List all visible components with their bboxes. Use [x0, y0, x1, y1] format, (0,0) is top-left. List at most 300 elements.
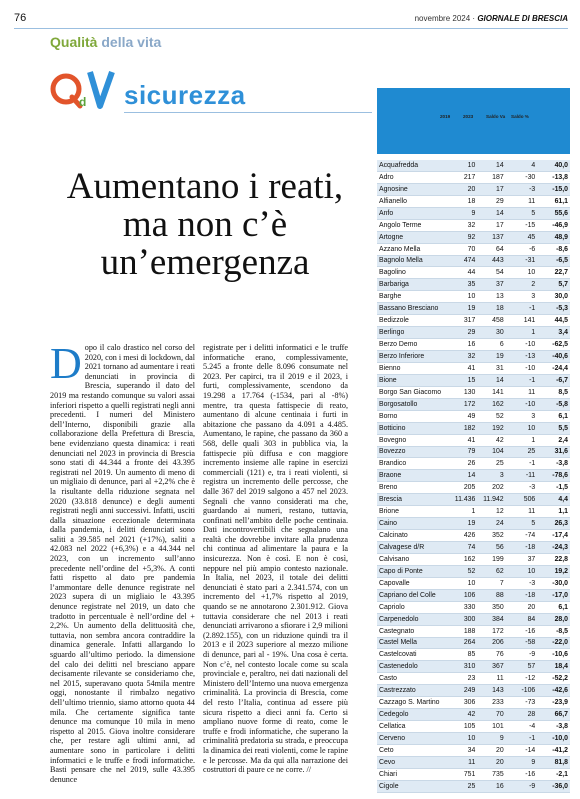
value-cell: 74 — [449, 542, 477, 554]
municipality-cell: Brandico — [377, 458, 449, 470]
table-row — [377, 589, 570, 601]
value-cell: 16 — [449, 339, 477, 351]
value-cell: -1 — [506, 374, 538, 386]
value-cell: 17 — [477, 219, 505, 231]
table-row — [377, 243, 570, 255]
table-row — [377, 553, 570, 565]
value-cell: -12 — [506, 673, 538, 685]
value-cell: 143 — [477, 685, 505, 697]
municipality-cell: Alfianello — [377, 195, 449, 207]
table-row — [377, 434, 570, 446]
municipality-cell: Azzano Mella — [377, 243, 449, 255]
value-cell: -10 — [506, 362, 538, 374]
value-cell: 306 — [449, 697, 477, 709]
value-cell: 32 — [449, 351, 477, 363]
value-cell: 25 — [506, 446, 538, 458]
value-cell: -24,3 — [537, 542, 570, 554]
table-row — [377, 207, 570, 219]
municipality-cell: Botticino — [377, 422, 449, 434]
value-cell: 217 — [449, 171, 477, 183]
value-cell: 188 — [449, 625, 477, 637]
municipality-cell: Cazzago S. Martino — [377, 697, 449, 709]
value-cell: 85 — [449, 649, 477, 661]
value-cell: -2,1 — [537, 768, 570, 780]
value-cell: 162 — [477, 398, 505, 410]
table-row — [377, 601, 570, 613]
value-cell: 18,4 — [537, 661, 570, 673]
table-row — [377, 160, 570, 171]
municipality-cell: Capriolo — [377, 601, 449, 613]
municipality-cell: Cellatica — [377, 721, 449, 733]
value-cell: 10 — [449, 291, 477, 303]
table-row — [377, 279, 570, 291]
value-cell: 14 — [477, 374, 505, 386]
kicker-sicurezza: sicurezza — [124, 80, 246, 110]
value-cell: 367 — [477, 661, 505, 673]
table-row — [377, 530, 570, 542]
section-title-part1: Qualità — [50, 34, 98, 50]
value-cell: 26,3 — [537, 518, 570, 530]
value-cell: 6,1 — [537, 601, 570, 613]
value-cell: 6 — [477, 339, 505, 351]
value-cell: -17,0 — [537, 589, 570, 601]
value-cell: 9 — [449, 207, 477, 219]
municipality-cell: Bovezzo — [377, 446, 449, 458]
value-cell: 11 — [506, 506, 538, 518]
value-cell: 44 — [449, 267, 477, 279]
value-cell: 52 — [477, 410, 505, 422]
value-cell: -58 — [506, 637, 538, 649]
value-cell: 3,4 — [537, 327, 570, 339]
value-cell: 317 — [449, 315, 477, 327]
municipality-cell: Bione — [377, 374, 449, 386]
value-cell: -23,9 — [537, 697, 570, 709]
value-cell: 2 — [506, 279, 538, 291]
value-cell: -30 — [506, 171, 538, 183]
table-row — [377, 470, 570, 482]
table-row — [377, 267, 570, 279]
municipality-cell: Bedizzole — [377, 315, 449, 327]
table-row — [377, 661, 570, 673]
value-cell: -10,0 — [537, 733, 570, 745]
value-cell: 25 — [477, 458, 505, 470]
value-cell: -5,8 — [537, 398, 570, 410]
value-cell: -18 — [506, 542, 538, 554]
column-header-2019: 2019 — [440, 114, 451, 119]
value-cell: -46,9 — [537, 219, 570, 231]
value-cell: 104 — [477, 446, 505, 458]
value-cell: 9 — [506, 756, 538, 768]
value-cell: 62 — [477, 565, 505, 577]
drop-cap: D — [50, 339, 82, 388]
value-cell: 233 — [477, 697, 505, 709]
value-cell: 10 — [449, 733, 477, 745]
value-cell: 10 — [449, 160, 477, 171]
value-cell: 137 — [477, 231, 505, 243]
value-cell: 84 — [506, 613, 538, 625]
value-cell: 330 — [449, 601, 477, 613]
table-row — [377, 291, 570, 303]
value-cell: 28,0 — [537, 613, 570, 625]
crime-table — [377, 160, 570, 793]
table-row — [377, 315, 570, 327]
crime-table-body — [377, 160, 570, 792]
table-row — [377, 183, 570, 195]
value-cell: -10 — [506, 398, 538, 410]
municipality-cell: Castegnato — [377, 625, 449, 637]
headline: Aumentano i reati, ma non c’è un’emergenza — [66, 166, 344, 283]
municipality-cell: Castel Mella — [377, 637, 449, 649]
value-cell: 6,1 — [537, 410, 570, 422]
value-cell: 14 — [477, 160, 505, 171]
value-cell: -106 — [506, 685, 538, 697]
value-cell: 249 — [449, 685, 477, 697]
value-cell: 106 — [449, 589, 477, 601]
value-cell: -13,8 — [537, 171, 570, 183]
value-cell: -10 — [506, 339, 538, 351]
value-cell: 4 — [506, 160, 538, 171]
article-text-2: registrate per i delitti informatici e le truffe informatiche erano, complessivamente, 5.245 a fronte delle 8.096 consumate nel 2023. Per capirci, tra il 2019 e il 2023, i furti, complessivamente, scendono da 19.298 a 17.764 (-1534, pari al -8%) mentre, tra questa fattispecie di reato, aumentano di alcune centinaia i furti in abitazione che passano da 4.091 a 4.485. Aumentano, le rapine, che passano da 360 a 568, delle quali 303 in pubblica via, la fattispecie più diffusa e con maggiore incremento insieme alle rapine in esercizi commerciali (121) e, tra i reati violenti, si registra un incremento delle percosse, che dalle 367 del 2019 salgono a 457 nel 2023. Segnali che vanno considerati ma che, guardando ai numeri, restano, tuttavia, confinati nell’ambito delle poche centinaia. Dati incontrovertibili che segnalano una realtà che dovrebbe invitare alla prudenza chi continua ad alimentare la paura e la insicurezza. Non è così. E non è così, neppure nel più ampio contesto nazionale. In Italia, nel 2023, il totale dei delitti denunciati è stato pari a 2.341.574, con un incremento del +1,7% rispetto al 2019, quando se ne annotarono 2.301.912. Giova tuttavia considerare che nel 2013 i reati denunciati arrivarono a sfiorare i 2,9 milioni (2.892.155), con un riduzione quindi tra il 2013 e il 2023 superiore al mezzo milione di denunce, pari al - 19%. Una cosa è certa. Non c’è, nel contesto locale come su scala provinciale e, peraltro, nei dati nazionali del Ministero dell’Interno una nuova emergenza criminalità. La provincia di Brescia, come del resto l’Italia, continua ad essere più sicura rispetto a dieci anni fa. Certo si ampliano nuove forme di reato, come le truffe e frodi informatiche, che superano la criminalità predatoria su strada, e preoccupa la dinamica dei reati violenti, come le rapine e le percosse. Ma da qui alla narrazione dei costruttori di paure ce ne corre. // — [203, 343, 348, 775]
article-column-1 — [50, 339, 195, 784]
section-title — [50, 34, 161, 50]
value-cell: 192 — [477, 422, 505, 434]
table-row — [377, 613, 570, 625]
value-cell: 70 — [477, 709, 505, 721]
table-row — [377, 410, 570, 422]
value-cell: -41,2 — [537, 744, 570, 756]
municipality-cell: Brescia — [377, 494, 449, 506]
value-cell: 11 — [477, 673, 505, 685]
value-cell: 37 — [477, 279, 505, 291]
value-cell: -15 — [506, 219, 538, 231]
value-cell: 76 — [477, 649, 505, 661]
value-cell: -4 — [506, 721, 538, 733]
value-cell: -8,6 — [537, 243, 570, 255]
value-cell: 15 — [449, 374, 477, 386]
table-row — [377, 482, 570, 494]
value-cell: 735 — [477, 768, 505, 780]
table-row — [377, 625, 570, 637]
value-cell: -17,4 — [537, 530, 570, 542]
value-cell: 37 — [506, 553, 538, 565]
value-cell: 10 — [506, 565, 538, 577]
municipality-cell: Capovalle — [377, 577, 449, 589]
value-cell: 61,1 — [537, 195, 570, 207]
value-cell: 5 — [506, 518, 538, 530]
table-row — [377, 780, 570, 792]
table-row — [377, 649, 570, 661]
table-row — [377, 768, 570, 780]
value-cell: 205 — [449, 482, 477, 494]
value-cell: 3 — [506, 410, 538, 422]
value-cell: -6,7 — [537, 374, 570, 386]
value-cell: 23 — [449, 673, 477, 685]
value-cell: 426 — [449, 530, 477, 542]
value-cell: 162 — [449, 553, 477, 565]
value-cell: 310 — [449, 661, 477, 673]
value-cell: 13 — [477, 291, 505, 303]
table-row — [377, 327, 570, 339]
municipality-cell: Carpenedolo — [377, 613, 449, 625]
value-cell: 66,7 — [537, 709, 570, 721]
value-cell: -5,3 — [537, 303, 570, 315]
value-cell: -22,0 — [537, 637, 570, 649]
table-row — [377, 577, 570, 589]
table-row — [377, 673, 570, 685]
value-cell: 141 — [477, 386, 505, 398]
value-cell: 8,5 — [537, 386, 570, 398]
municipality-cell: Cerveno — [377, 733, 449, 745]
value-cell: 1 — [506, 434, 538, 446]
value-cell: 17 — [477, 183, 505, 195]
article-text-1: opo il calo drastico nel corso del 2020, con i mesi di lockdown, dal 2021 tornano ad aumentare i reati denunciati in provincia di Brescia, superando il dato del 2019 ma restando comunque su valori assai inferiori rispetto a quelli registrati negli anni precedenti. I numeri del Ministero dell’Interno, disponibili grazie alla collaborazione della Prefettura di Brescia, bene evidenziano questa dinamica: i reati denunciati nel 2023 in provincia di Brescia sono stati di 44.344 a fronte dei 43.395 registrati nel 2019. Un aumento di meno di un migliaio di denunce, pari al +2,2% che è la risultante della riduzione segnata nel 2020 (33.818 denunce) e degli aumenti registrati negli anni successivi. Infatti, usciti dalla situazione eccezionale determinata dalla pandemia, i delitti denunciati sono saliti a 39.585 nel 2021 (+17%), saliti a 42.083 nel 2022 (+6,3%) e a 44.344 nel 2023, con un incremento sull’anno precedente nell’ordine del +5,3%. A conti fatti rispetto al dato pre pandemia l’ammontare delle denunce registrate nel 2023 supera di un migliaio le 43.395 denunce registrate nel 2019, un dato che tradotto in percentuale è nell’ordine del + 2,2%. Un aumento della delittuosità che, tuttavia, non sembra ancora contraddire la dinamica generale. Infatti allargando lo sguardo all’ultimo periodo. la dimensione del calo dei delitti nel bresciano appare decisamente rilevante se consideriamo che, nel 2015, superavano quota 54mila mentre oggi, nonostante il rimbalzo negativo dell’ultimo triennio, siamo attorno quota 44 mila. Che certamente significa tante denunce ma comunque 10 mila in meno rispetto al 2015. Giova inoltre considerare che, per restare agli ultimi anni, ad aumentare sono in particolare i delitti informatici e le truffe e frodi informatiche. Basti pensare che nel 2019, sulle 43.395 denunce — [50, 343, 195, 784]
municipality-cell: Caino — [377, 518, 449, 530]
page-number: 76 — [14, 12, 27, 24]
value-cell: 10 — [449, 577, 477, 589]
column-header-2023: 2023 — [463, 114, 474, 119]
value-cell: -3 — [506, 482, 538, 494]
value-cell: 2,4 — [537, 434, 570, 446]
table-row — [377, 362, 570, 374]
value-cell: 20 — [477, 744, 505, 756]
value-cell: 458 — [477, 315, 505, 327]
issue-separator: · — [472, 14, 476, 23]
value-cell: 92 — [449, 231, 477, 243]
value-cell: -3,8 — [537, 721, 570, 733]
value-cell: 141 — [506, 315, 538, 327]
value-cell: 182 — [449, 422, 477, 434]
table-header-band — [377, 88, 570, 154]
table-row — [377, 756, 570, 768]
qdv-logo-icon — [50, 66, 120, 112]
issue-info — [415, 14, 568, 23]
value-cell: 9 — [477, 733, 505, 745]
value-cell: 206 — [477, 637, 505, 649]
value-cell: 1 — [506, 327, 538, 339]
value-cell: 28 — [506, 709, 538, 721]
value-cell: 35 — [449, 279, 477, 291]
table-row — [377, 339, 570, 351]
value-cell: 11.942 — [477, 494, 505, 506]
table-row — [377, 542, 570, 554]
value-cell: -74 — [506, 530, 538, 542]
table-row — [377, 374, 570, 386]
table-row — [377, 446, 570, 458]
table-row — [377, 721, 570, 733]
table-row — [377, 398, 570, 410]
municipality-cell: Castelcovati — [377, 649, 449, 661]
value-cell: -40,6 — [537, 351, 570, 363]
value-cell: -15,0 — [537, 183, 570, 195]
municipality-cell: Borno — [377, 410, 449, 422]
table-row — [377, 733, 570, 745]
value-cell: -1 — [506, 733, 538, 745]
value-cell: 26 — [449, 458, 477, 470]
value-cell: 30 — [477, 327, 505, 339]
value-cell: -30,0 — [537, 577, 570, 589]
table-row — [377, 565, 570, 577]
value-cell: 19 — [449, 303, 477, 315]
value-cell: 48,9 — [537, 231, 570, 243]
column-header-saldo-pct: Saldo % — [511, 114, 529, 119]
municipality-cell: Barbariga — [377, 279, 449, 291]
value-cell: 187 — [477, 171, 505, 183]
municipality-cell: Bovegno — [377, 434, 449, 446]
table-row — [377, 744, 570, 756]
value-cell: 45 — [506, 231, 538, 243]
municipality-cell: Calvisano — [377, 553, 449, 565]
value-cell: 44,5 — [537, 315, 570, 327]
value-cell: 19,2 — [537, 565, 570, 577]
value-cell: -8,5 — [537, 625, 570, 637]
value-cell: -1,5 — [537, 482, 570, 494]
value-cell: -9 — [506, 780, 538, 792]
municipality-cell: Cigole — [377, 780, 449, 792]
value-cell: 11.436 — [449, 494, 477, 506]
value-cell: 474 — [449, 255, 477, 267]
value-cell: 20 — [477, 756, 505, 768]
value-cell: -10,6 — [537, 649, 570, 661]
value-cell: 506 — [506, 494, 538, 506]
value-cell: 350 — [477, 601, 505, 613]
value-cell: 4,4 — [537, 494, 570, 506]
value-cell: 130 — [449, 386, 477, 398]
value-cell: 42 — [449, 709, 477, 721]
table-row — [377, 171, 570, 183]
article-column-2 — [203, 343, 348, 775]
value-cell: 31,6 — [537, 446, 570, 458]
value-cell: 1,1 — [537, 506, 570, 518]
value-cell: 29 — [477, 195, 505, 207]
value-cell: -3 — [506, 577, 538, 589]
municipality-cell: Breno — [377, 482, 449, 494]
municipality-cell: Cedegolo — [377, 709, 449, 721]
municipality-cell: Adro — [377, 171, 449, 183]
value-cell: 3 — [477, 470, 505, 482]
value-cell: 18 — [477, 303, 505, 315]
value-cell: 57 — [506, 661, 538, 673]
value-cell: -3 — [506, 183, 538, 195]
value-cell: 5,5 — [537, 422, 570, 434]
municipality-cell: Berzo Inferiore — [377, 351, 449, 363]
table-row — [377, 685, 570, 697]
value-cell: -11 — [506, 470, 538, 482]
value-cell: 18 — [449, 195, 477, 207]
value-cell: 56 — [477, 542, 505, 554]
value-cell: 41 — [449, 362, 477, 374]
table-row — [377, 637, 570, 649]
value-cell: 19 — [477, 351, 505, 363]
municipality-cell: Castrezzato — [377, 685, 449, 697]
value-cell: 751 — [449, 768, 477, 780]
value-cell: 19 — [449, 518, 477, 530]
value-cell: 12 — [477, 506, 505, 518]
value-cell: 352 — [477, 530, 505, 542]
value-cell: -16 — [506, 625, 538, 637]
table-row — [377, 697, 570, 709]
value-cell: 70 — [449, 243, 477, 255]
table-row — [377, 219, 570, 231]
municipality-cell: Brione — [377, 506, 449, 518]
table-row — [377, 422, 570, 434]
value-cell: -18 — [506, 589, 538, 601]
value-cell: 10 — [506, 422, 538, 434]
municipality-cell: Casto — [377, 673, 449, 685]
value-cell: -13 — [506, 351, 538, 363]
column-header-saldo-va: Saldo Va — [486, 114, 506, 119]
value-cell: 88 — [477, 589, 505, 601]
table-row — [377, 351, 570, 363]
value-cell: -52,2 — [537, 673, 570, 685]
municipality-cell: Capo di Ponte — [377, 565, 449, 577]
value-cell: 54 — [477, 267, 505, 279]
value-cell: -1 — [506, 303, 538, 315]
municipality-cell: Anfo — [377, 207, 449, 219]
table-row — [377, 506, 570, 518]
value-cell: 3 — [506, 291, 538, 303]
table-row — [377, 303, 570, 315]
value-cell: 22,8 — [537, 553, 570, 565]
municipality-cell: Bassano Bresciano — [377, 303, 449, 315]
value-cell: 172 — [477, 625, 505, 637]
value-cell: -6 — [506, 243, 538, 255]
value-cell: 101 — [477, 721, 505, 733]
value-cell: 300 — [449, 613, 477, 625]
municipality-cell: Berzo Demo — [377, 339, 449, 351]
table-row — [377, 255, 570, 267]
value-cell: -73 — [506, 697, 538, 709]
value-cell: 172 — [449, 398, 477, 410]
value-cell: 264 — [449, 637, 477, 649]
value-cell: -78,6 — [537, 470, 570, 482]
municipality-cell: Borgo San Giacomo — [377, 386, 449, 398]
value-cell: -36,0 — [537, 780, 570, 792]
publication-name: GIORNALE DI BRESCIA — [477, 14, 568, 23]
municipality-cell: Borgosatollo — [377, 398, 449, 410]
value-cell: 81,8 — [537, 756, 570, 768]
value-cell: 52 — [449, 565, 477, 577]
section-title-part2: della vita — [101, 34, 162, 50]
value-cell: 199 — [477, 553, 505, 565]
value-cell: 64 — [477, 243, 505, 255]
municipality-cell: Berlingo — [377, 327, 449, 339]
value-cell: -16 — [506, 768, 538, 780]
municipality-cell: Castenedolo — [377, 661, 449, 673]
value-cell: 24 — [477, 518, 505, 530]
value-cell: 11 — [506, 386, 538, 398]
value-cell: 384 — [477, 613, 505, 625]
table-row — [377, 458, 570, 470]
table-row — [377, 195, 570, 207]
value-cell: 11 — [506, 195, 538, 207]
municipality-cell: Braone — [377, 470, 449, 482]
value-cell: 49 — [449, 410, 477, 422]
municipality-cell: Barghe — [377, 291, 449, 303]
value-cell: -9 — [506, 649, 538, 661]
table-row — [377, 231, 570, 243]
header-rule — [14, 28, 568, 29]
value-cell: -62,5 — [537, 339, 570, 351]
value-cell: -24,4 — [537, 362, 570, 374]
municipality-cell: Bienno — [377, 362, 449, 374]
kicker-rule — [124, 112, 372, 113]
municipality-cell: Bagolino — [377, 267, 449, 279]
table-row — [377, 518, 570, 530]
value-cell: 5 — [506, 207, 538, 219]
value-cell: 14 — [449, 470, 477, 482]
value-cell: 31 — [477, 362, 505, 374]
value-cell: -6,5 — [537, 255, 570, 267]
